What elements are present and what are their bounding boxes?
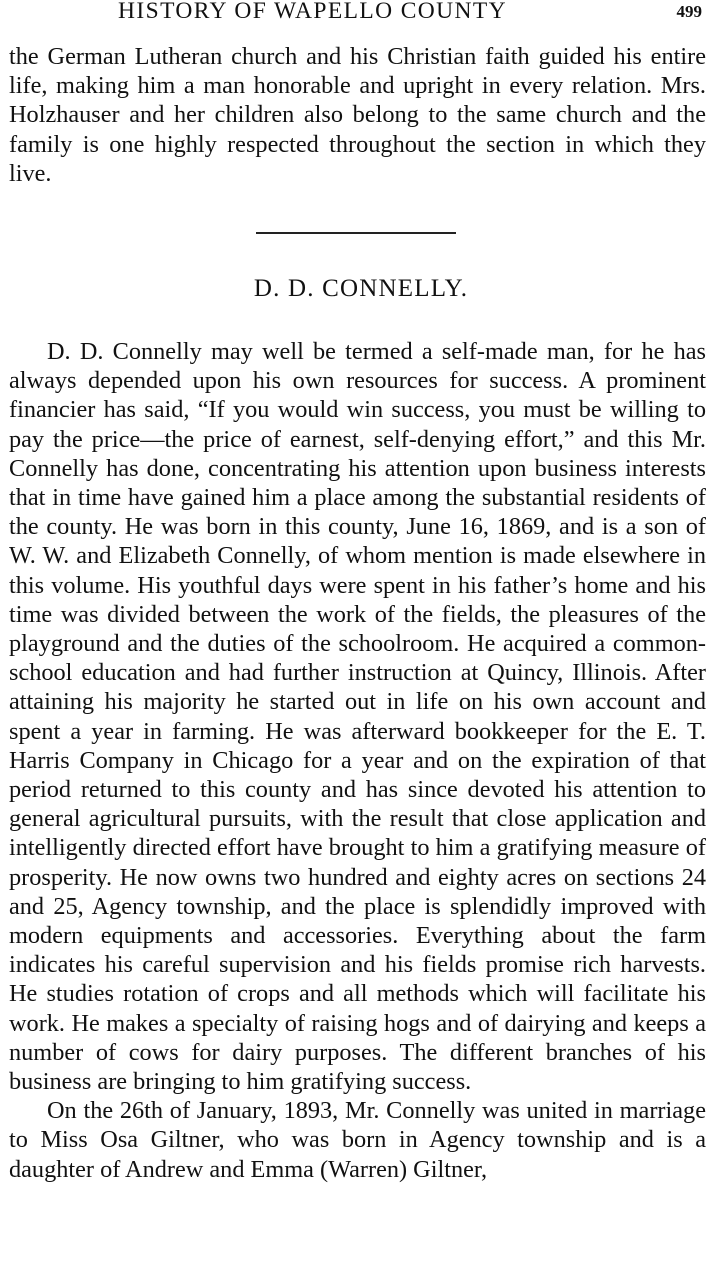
running-head: HISTORY OF WAPELLO COUNTY — [118, 0, 508, 24]
continued-paragraph-text: the German Lutheran church and his Christian faith guided his entire life, making him a man honorable and upright in every relation. Mrs. Holzhauser and her children also belong to the same church and the family is one highly respected throughout the section in which they live. — [9, 43, 706, 187]
section-title: D. D. CONNELLY. — [253, 275, 469, 302]
page-number: 499 — [676, 2, 702, 21]
biography-paragraph: On the 26th of January, 1893, Mr. Connelly was united in marriage to Miss Osa Giltner, who was born in Agency township and is a daughter of Andrew and Emma (Warren) Giltner, — [9, 1097, 706, 1183]
continued-paragraph — [9, 42, 706, 188]
biography-text — [9, 337, 706, 1184]
page-header — [118, 0, 708, 28]
biography-paragraph: D. D. Connelly may well be termed a self-made man, for he has always depended upon his own resources for success. A prominent financier has said, “If you would win success, you must be willing to pay the price—the price of earnest, self-denying effort,” and this Mr. Connelly has done, concentrating his attention upon business interests that in time have gained him a place among the substantial residents of the county. He was born in this county, June 16, 1869, and is a son of W. W. and Elizabeth Connelly, of whom mention is made elsewhere in this volume. His youthful days were spent in his father’s home and his time was divided between the work of the fields, the pleasures of the playground and the duties of the schoolroom. He acquired a common-school education and had further instruction at Quincy, Illinois. After attaining his majority he started out in life on his own account and spent a year in farming. He was afterward bookkeeper for the E. T. Harris Company in Chicago for a year and on the expiration of that period returned to this county and has since devoted his attention to general agricultural pursuits, with the result that close application and intelligently directed effort have brought to him a gratifying measure of prosperity. He now owns two hundred and eighty acres on sections 24 and 25, Agency township, and the place is splendidly improved with modern equipments and accessories. Everything about the farm indicates his careful supervision and his fields promise rich harvests. He studies rotation of crops and all methods which will facilitate his work. He makes a specialty of raising hogs and of dairying and keeps a number of cows for dairy purposes. The different branches of his business are bringing to him gratifying success. — [9, 338, 706, 1096]
section-divider — [256, 232, 456, 234]
